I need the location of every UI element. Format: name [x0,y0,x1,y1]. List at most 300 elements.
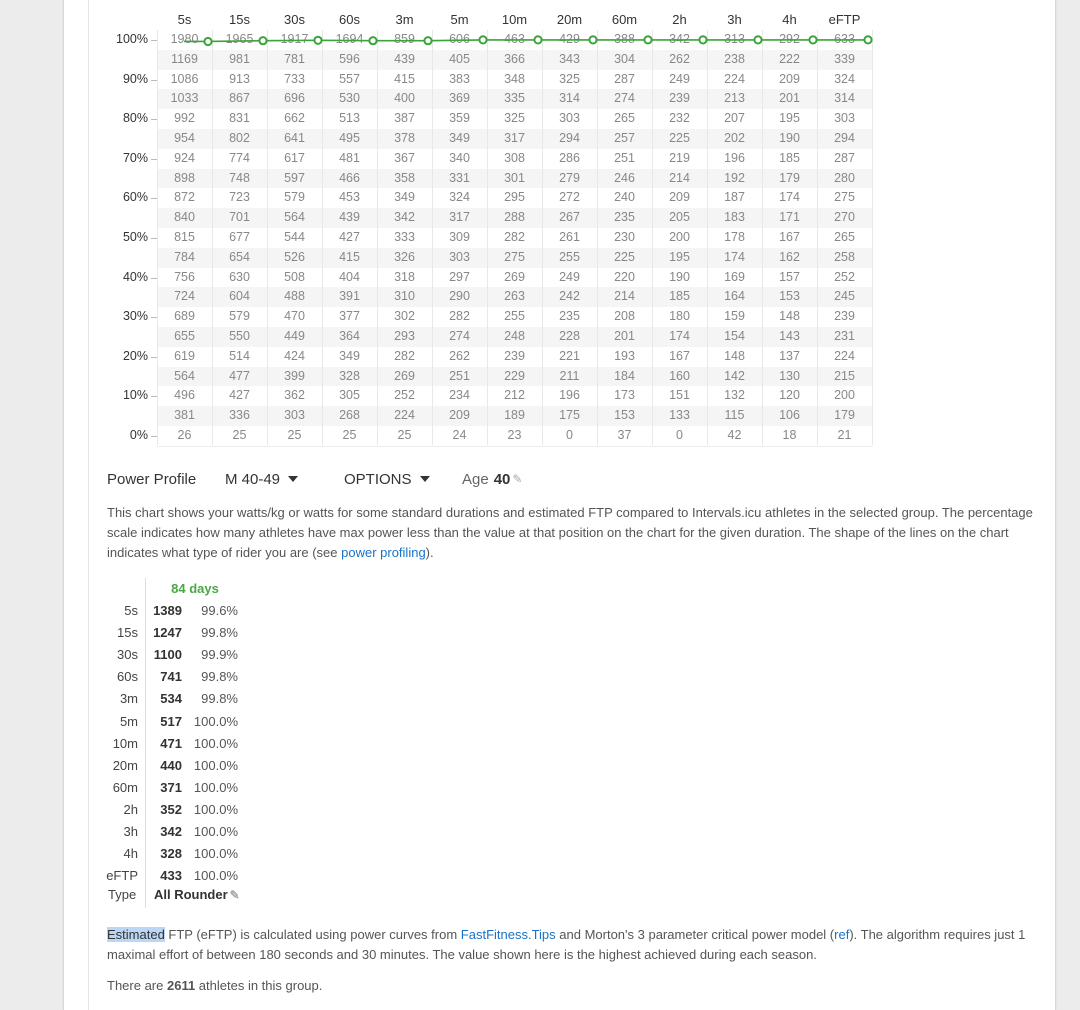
table-cell: 214 [614,289,635,304]
table-cell: 508 [284,269,305,284]
table-cell: 294 [834,131,855,145]
summary-watts: 534 [160,691,182,707]
table-cell: 723 [229,190,250,205]
table-cell: 340 [449,150,470,165]
table-cell: 211 [559,368,580,383]
table-cell: 184 [614,368,635,383]
y-axis-tick [151,119,157,120]
table-cell: 415 [394,71,415,86]
table-cell: 429 [559,32,580,46]
chevron-down-icon [420,476,430,482]
y-axis-label: 20% [122,348,148,363]
table-cell: 328 [339,368,360,383]
table-cell: 202 [724,131,745,145]
summary-watts: 471 [160,735,182,751]
table-cell: 282 [504,230,525,244]
summary-watts: 342 [160,824,182,839]
table-cell: 579 [284,190,305,205]
table-cell: 275 [504,249,525,264]
type-label: Type [108,887,137,902]
table-cell: 427 [229,388,250,403]
table-cell: 954 [174,131,195,145]
summary-percentile: 99.8% [201,669,238,685]
table-cell: 262 [669,51,690,66]
table-cell: 228 [559,329,580,343]
table-cell: 240 [614,190,635,205]
table-cell: 696 [284,91,305,106]
table-cell: 269 [504,269,525,284]
table-cell: 309 [449,230,470,244]
table-cell: 781 [284,51,305,66]
table-cell: 381 [174,408,195,423]
table-cell: 255 [559,249,580,264]
table-cell: 212 [504,388,525,403]
table-cell: 295 [504,190,525,205]
summary-duration: 2h [123,801,138,817]
table-cell: 400 [394,91,415,106]
table-cell: 235 [559,309,580,324]
table-cell: 294 [559,131,580,145]
table-cell: 235 [614,210,635,225]
table-cell: 293 [394,329,415,343]
table-cell: 143 [779,329,800,343]
highlighted-word: Estimated [107,927,165,942]
table-cell: 867 [229,91,250,106]
table-cell: 318 [394,269,415,284]
table-cell: 282 [449,309,470,324]
table-cell: 405 [449,51,470,66]
table-cell: 171 [779,210,800,225]
table-cell: 343 [559,51,580,66]
table-cell: 604 [229,289,250,304]
summary-percentile: 100.0% [193,779,238,795]
table-cell: 859 [394,32,415,46]
table-cell: 470 [284,309,305,324]
table-cell: 153 [614,408,635,423]
table-cell: 269 [394,368,415,383]
power-profiling-link[interactable]: power profiling [341,545,426,560]
chart-description [107,503,1037,563]
summary-percentile: 99.8% [201,691,238,707]
table-cell: 597 [284,170,305,185]
summary-percentile: 100.0% [193,801,238,817]
table-cell: 189 [504,408,525,423]
table-cell: 207 [724,111,745,126]
table-cell: 137 [779,348,800,363]
table-cell: 201 [779,91,800,106]
table-cell: 130 [779,368,800,383]
table-cell: 275 [834,190,855,205]
table-cell: 265 [614,111,635,126]
table-cell: 178 [724,230,745,244]
table-cell: 619 [174,348,195,363]
athlete-count-prefix: There are [107,978,167,993]
summary-watts: 440 [160,757,182,773]
ref-link[interactable]: ref [834,927,850,942]
table-cell: 263 [504,289,525,304]
age-value: 40 [493,470,511,488]
table-cell: 180 [669,309,690,324]
table-cell: 335 [504,91,525,106]
description-text-end: ). [425,545,434,560]
table-cell: 579 [229,309,250,324]
summary-watts: 1247 [153,625,182,641]
table-cell: 439 [339,210,360,225]
table-cell: 287 [834,150,855,165]
table-cell: 249 [559,269,580,284]
table-cell: 310 [394,289,415,304]
summary-percentile: 100.0% [193,824,238,839]
table-cell: 439 [394,51,415,66]
table-cell: 282 [394,348,415,363]
table-cell: 209 [449,408,470,423]
table-cell: 981 [229,51,250,66]
table-cell: 200 [669,230,690,244]
table-cell: 314 [559,91,580,106]
table-cell: 267 [559,210,580,225]
table-cell: 530 [339,91,360,106]
table-cell: 179 [779,170,800,185]
summary-duration: 5m [119,713,138,729]
summary-percentile: 100.0% [193,757,238,773]
table-cell: 802 [229,131,250,145]
table-cell: 404 [339,269,360,284]
summary-duration: 10m [112,735,138,751]
table-cell: 898 [174,170,195,185]
y-axis-tick [151,396,157,397]
table-cell: 18 [782,428,797,442]
table-cell: 239 [834,309,855,324]
table-cell: 290 [449,289,470,304]
summary-percentile: 99.6% [201,603,238,618]
table-cell: 24 [452,428,467,442]
table-cell: 641 [284,131,305,145]
table-cell: 106 [779,408,800,423]
table-cell: 262 [449,348,470,363]
edit-age-icon[interactable]: ✎ [512,472,523,486]
table-cell: 157 [779,269,800,284]
table-cell: 200 [834,388,855,403]
table-cell: 399 [284,368,305,383]
power-profile-label: Power Profile [107,470,197,488]
table-cell: 1694 [335,32,364,46]
table-cell: 1033 [170,91,199,106]
table-cell: 677 [229,230,250,244]
table-cell: 733 [284,71,305,86]
table-cell: 391 [339,289,360,304]
table-cell: 232 [669,111,690,126]
summary-percentile: 100.0% [193,735,238,751]
table-cell: 617 [284,150,305,165]
table-cell: 190 [669,269,690,284]
table-cell: 169 [724,269,745,284]
table-cell: 37 [617,428,632,442]
table-cell: 160 [669,368,690,383]
table-cell: 274 [449,329,470,343]
column-header: eFTP [828,12,861,27]
table-cell: 662 [284,111,305,126]
column-header: 4h [782,12,797,27]
table-cell: 383 [449,71,470,86]
fastfitness-link[interactable]: FastFitness.Tips [460,927,556,942]
table-cell: 162 [779,249,800,264]
table-cell: 303 [449,249,470,264]
table-cell: 477 [229,368,250,383]
table-cell: 187 [724,190,745,205]
description-text: This chart shows your watts/kg or watts for some standard durations and estimated FTP compared to Intervals.icu athletes in the selected group. The percentage scale indicates how many athletes have max power less than the value at that position on the chart for the given duration. The shape of the lines on the chart indicates what type of rider you are (see [107,505,1033,560]
table-cell: 234 [449,388,470,403]
table-cell: 339 [834,51,855,66]
table-cell: 317 [449,210,470,225]
table-cell: 279 [559,170,580,185]
y-axis-tick [151,357,157,358]
y-axis-label: 90% [122,71,148,86]
table-cell: 167 [779,230,800,244]
table-cell: 208 [614,309,635,324]
table-cell: 488 [284,289,305,304]
table-cell: 633 [834,32,855,46]
table-cell: 453 [339,190,360,205]
table-cell: 596 [339,51,360,66]
table-cell: 23 [507,428,522,442]
table-cell: 415 [339,249,360,264]
table-cell: 496 [174,388,195,403]
table-cell: 481 [339,150,360,165]
table-cell: 831 [229,111,250,126]
table-cell: 325 [559,71,580,86]
table-cell: 185 [669,289,690,304]
table-cell: 815 [174,230,195,244]
table-cell: 183 [724,210,745,225]
table-cell: 174 [779,190,800,205]
table-cell: 292 [779,32,800,46]
table-cell: 287 [614,71,635,86]
table-cell: 526 [284,249,305,264]
y-axis-label: 80% [122,111,148,126]
table-cell: 164 [724,289,745,304]
period-label: 84 days [171,581,219,596]
table-cell: 302 [394,309,415,324]
table-cell: 209 [779,71,800,86]
summary-percentile: 99.8% [201,625,238,641]
table-cell: 756 [174,269,195,284]
table-cell: 364 [339,329,360,343]
table-cell: 317 [504,131,525,145]
y-axis-tick [151,278,157,279]
table-cell: 1980 [170,32,199,46]
table-cell: 272 [559,190,580,205]
table-cell: 270 [834,210,855,225]
summary-duration: 60m [112,779,138,795]
table-cell: 654 [229,249,250,264]
table-cell: 257 [614,131,635,145]
summary-duration: 4h [123,846,138,862]
table-cell: 159 [724,309,745,324]
table-cell: 324 [834,71,855,86]
table-cell: 564 [174,368,195,383]
column-header: 15s [229,12,250,27]
table-cell: 230 [614,230,635,244]
table-cell: 133 [669,408,690,423]
y-axis-label: 0% [129,428,148,442]
table-cell: 205 [669,210,690,225]
table-cell: 251 [449,368,470,383]
column-header: 20m [556,12,583,27]
table-cell: 297 [449,269,470,284]
table-cell: 225 [669,131,690,145]
table-cell: 231 [834,329,855,343]
table-cell: 222 [779,51,800,66]
table-cell: 201 [614,329,635,343]
options-button[interactable] [344,471,462,488]
summary-percentile: 100.0% [193,868,238,884]
table-cell: 221 [559,348,580,363]
table-cell: 342 [669,32,690,46]
table-cell: 367 [394,150,415,165]
summary-percentile: 100.0% [193,713,238,729]
table-cell: 305 [339,388,360,403]
table-cell: 42 [727,428,742,442]
table-cell: 301 [504,170,525,185]
table-cell: 148 [779,309,800,324]
table-cell: 209 [669,190,690,205]
table-cell: 924 [174,150,195,165]
table-cell: 185 [779,150,800,165]
table-cell: 377 [339,309,360,324]
table-cell: 167 [669,348,690,363]
table-cell: 774 [229,150,250,165]
table-cell: 142 [724,368,745,383]
edit-type-icon[interactable]: ✎ [229,888,240,902]
table-cell: 701 [229,210,250,225]
table-cell: 303 [284,408,305,423]
table-cell: 239 [504,348,525,363]
table-cell: 388 [614,32,635,46]
group-select[interactable] [225,471,344,488]
y-axis-tick [151,40,157,41]
group-select-value: M 40-49 [225,470,281,488]
table-cell: 872 [174,190,195,205]
table-cell: 466 [339,170,360,185]
column-header: 3m [395,12,414,27]
table-cell: 784 [174,249,195,264]
table-cell: 1169 [171,51,198,66]
table-cell: 358 [394,170,415,185]
table-cell: 258 [834,249,855,264]
y-axis-label: 60% [122,190,148,205]
table-cell: 308 [504,150,525,165]
table-cell: 249 [669,71,690,86]
table-cell: 175 [559,408,580,423]
table-cell: 120 [779,388,800,403]
table-cell: 274 [614,91,635,106]
table-cell: 336 [229,408,250,423]
table-cell: 151 [669,388,690,403]
y-axis-label: 100% [116,32,148,46]
table-cell: 348 [504,71,525,86]
table-cell: 219 [669,150,690,165]
y-axis-tick [151,198,157,199]
column-header: 30s [284,12,305,27]
table-cell: 557 [339,71,360,86]
column-header: 5s [177,12,192,27]
y-axis-label: 30% [122,309,148,324]
table-cell: 196 [724,150,745,165]
eftp-text-3: ). The algorithm requires just 1 maximal effort of between 180 seconds and 30 minutes. The value shown here is the highest achieved during each season. [107,927,1026,962]
table-cell: 427 [339,230,360,244]
table-cell: 913 [229,71,250,86]
summary-percentile: 99.9% [201,647,238,663]
y-axis-tick [151,436,157,437]
table-cell: 192 [724,170,745,185]
table-cell: 190 [779,131,800,145]
table-cell: 349 [339,348,360,363]
table-cell: 544 [284,230,305,244]
column-header: 10m [501,12,528,27]
summary-watts: 1100 [153,647,182,663]
table-cell: 251 [614,150,635,165]
rider-type[interactable] [154,887,240,902]
eftp-text-1: FTP (eFTP) is calculated using power curves from [164,927,461,942]
summary-duration: 5s [124,603,138,618]
table-cell: 153 [779,289,800,304]
summary-duration: 60s [117,669,138,685]
summary-watts: 517 [160,713,182,729]
table-cell: 248 [504,329,525,343]
y-axis-tick [151,80,157,81]
summary-watts: 1389 [153,603,182,618]
y-axis-tick [151,238,157,239]
table-cell: 224 [834,348,855,363]
table-cell: 132 [724,388,745,403]
table-cell: 387 [394,111,415,126]
age-label: Age [462,470,489,488]
rider-type-value: All Rounder [154,887,228,902]
table-cell: 748 [229,170,250,185]
table-cell: 195 [779,111,800,126]
table-cell: 238 [724,51,745,66]
table-cell: 369 [449,91,470,106]
options-label: OPTIONS [344,470,412,488]
table-cell: 564 [284,210,305,225]
table-cell: 174 [669,329,690,343]
table-cell: 174 [724,249,745,264]
table-cell: 0 [566,428,573,442]
table-cell: 606 [449,32,470,46]
table-cell: 324 [449,190,470,205]
table-cell: 224 [394,408,415,423]
table-cell: 25 [342,428,357,442]
athlete-count [107,976,1037,996]
table-cell: 224 [724,71,745,86]
table-cell: 252 [834,269,855,284]
table-cell: 1965 [225,32,254,46]
table-cell: 225 [614,249,635,264]
table-cell: 1917 [280,32,309,46]
table-cell: 495 [339,131,360,145]
power-profile-chart [0,0,1080,450]
grid-line [872,30,873,445]
table-cell: 366 [504,51,525,66]
table-cell: 724 [174,289,195,304]
column-header: 2h [672,12,687,27]
table-cell: 1086 [170,71,199,86]
table-cell: 550 [229,329,250,343]
table-cell: 326 [394,249,415,264]
table-cell: 349 [394,190,415,205]
column-header: 5m [450,12,469,27]
table-cell: 265 [834,230,855,244]
